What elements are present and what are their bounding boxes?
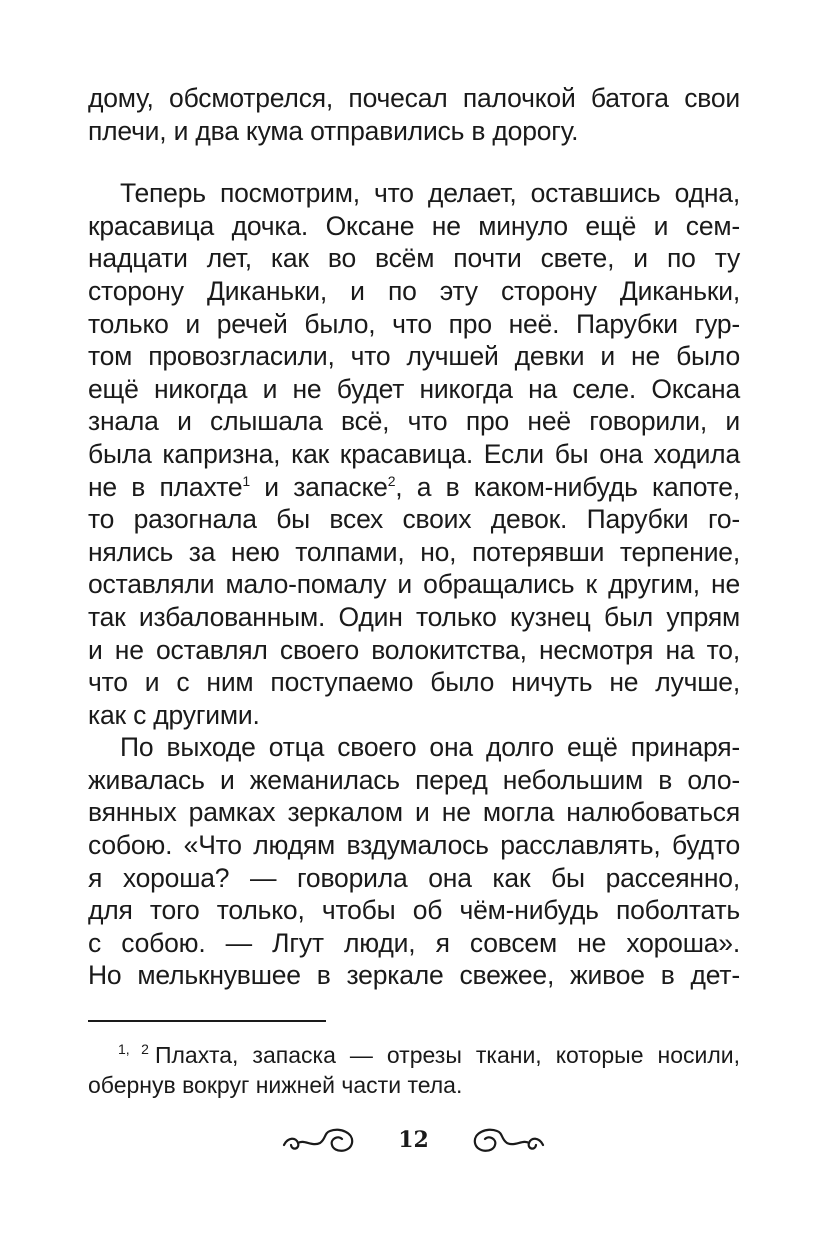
page-footer bbox=[0, 1120, 827, 1160]
footnote-ref-1: 1 bbox=[242, 472, 250, 489]
text-line: том провозгласили, что лучшей девки и не было bbox=[88, 341, 740, 372]
text-line: с собою. — Лгут люди, я совсем не хороша». bbox=[88, 927, 740, 958]
footnote-line bbox=[88, 1040, 740, 1070]
text-line: что и с ним поступаемо было ничуть не лучше, bbox=[88, 667, 740, 698]
footnote-divider bbox=[88, 1020, 326, 1022]
text-line: надцати лет, как во всём почти свете, и по ту bbox=[88, 243, 740, 274]
paragraph-mirror bbox=[88, 731, 740, 992]
footnote-ref-2: 2 bbox=[387, 472, 396, 489]
footnote-marks: 1, 2 bbox=[118, 1041, 149, 1058]
text-line: только и речей было, что про неё. Парубки гур- bbox=[88, 308, 740, 339]
text-line: нялись за нею толпами, но, потерявши терпение, bbox=[88, 536, 740, 567]
text-line: то разогнала бы всех своих девок. Парубки го- bbox=[88, 504, 740, 535]
text-line: Теперь посмотрим, что делает, оставшись одна, bbox=[120, 178, 740, 209]
paragraph-gap bbox=[88, 147, 740, 177]
text-line: я хороша? — говорила она как бы рассеянно, bbox=[88, 862, 740, 893]
text-line: знала и слышала всё, что про неё говорили, и bbox=[88, 406, 740, 437]
text-line: как с другими. bbox=[88, 699, 260, 730]
text-line: Но мелькнувшее в зеркале свежее, живое в дет- bbox=[88, 960, 740, 991]
text-line: вянных рамках зеркалом и не могла налюбоваться bbox=[88, 797, 740, 828]
text-line: плечи, и два кума отправились в дорогу. bbox=[88, 115, 579, 146]
footnote bbox=[88, 1040, 740, 1100]
text-line: дому, обсмотрелся, почесал палочкой батога свои bbox=[88, 83, 740, 113]
text-line: ещё никогда и не будет никогда на селе. Оксана bbox=[88, 373, 740, 404]
text-fragment: и запаске bbox=[249, 471, 388, 502]
text-line: для того только, чтобы об чём-нибудь поболтать bbox=[88, 895, 740, 926]
swirl-ornament-left-icon bbox=[282, 1125, 358, 1155]
text-fragment: , а в каком-нибудь капоте, bbox=[395, 471, 740, 502]
text-line: сторону Диканьки, и по эту сторону Диканьки, bbox=[88, 275, 740, 306]
text-line: была капризна, как красавица. Если бы она ходила bbox=[88, 438, 740, 469]
text-line-with-footnote-refs bbox=[88, 471, 740, 504]
text-line: собою. «Что людям вздумалось расславлять, будто bbox=[88, 830, 740, 861]
text-fragment: не в плахте bbox=[88, 471, 243, 502]
text-line: и не оставлял своего волокитства, несмотря на то, bbox=[88, 634, 740, 665]
swirl-ornament-right-icon bbox=[469, 1125, 545, 1155]
footnote-text: Плахта, запаска — отрезы ткани, которые носили, bbox=[154, 1042, 740, 1068]
paragraph-oksana bbox=[88, 177, 740, 731]
footnote-line: обернув вокруг нижней части тела. bbox=[88, 1072, 463, 1098]
text-line: По выходе отца своего она долго ещё принаря- bbox=[120, 732, 740, 763]
page-body bbox=[88, 82, 740, 992]
page-number: 12 bbox=[398, 1127, 429, 1153]
text-line: так избалованным. Один только кузнец был упрям bbox=[88, 601, 740, 632]
text-line: оставляли мало-помалу и обращались к другим, не bbox=[88, 569, 740, 600]
text-line: красавица дочка. Оксане не минуло ещё и сем- bbox=[88, 210, 740, 241]
text-line: живалась и жеманилась перед небольшим в оло- bbox=[88, 764, 740, 795]
paragraph-continuation bbox=[88, 82, 740, 147]
